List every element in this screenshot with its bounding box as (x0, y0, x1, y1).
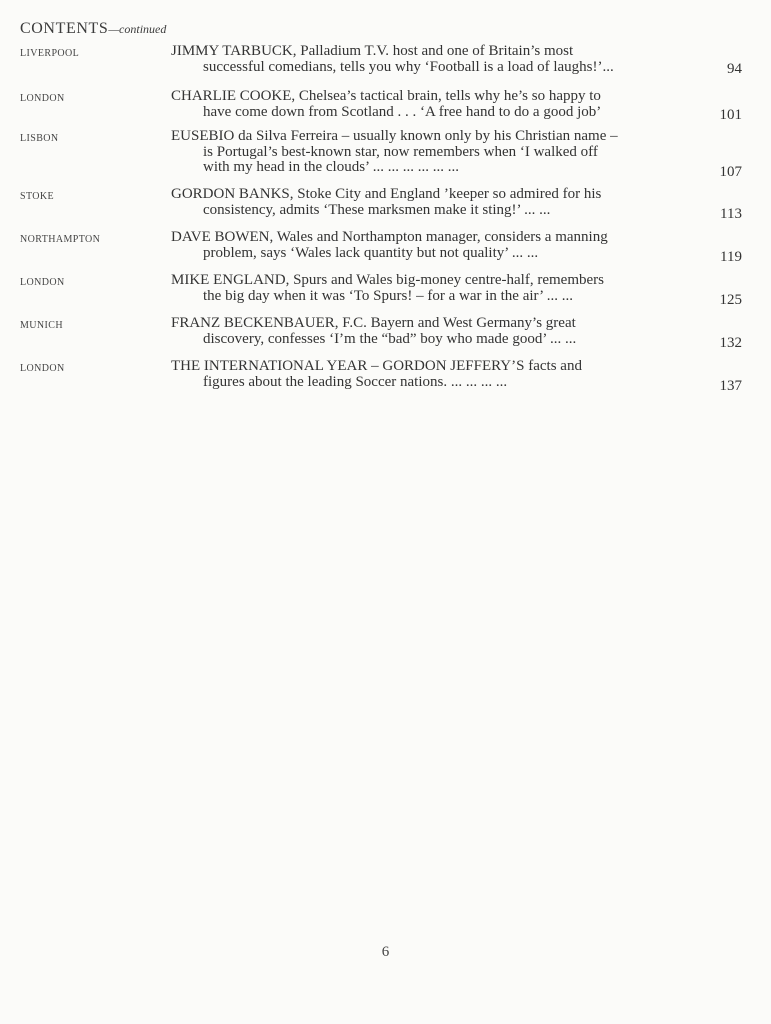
entry-line: consistency, admits ‘These marksmen make it sting!’ ... ... (203, 201, 551, 218)
entry-city: STOKE (20, 191, 55, 202)
entry-city: NORTHAMPTON (20, 234, 101, 245)
contents-header (20, 20, 166, 38)
entry-line: problem, says ‘Wales lack quantity but not quality’ ... ... (203, 244, 539, 261)
entry-line: GORDON BANKS, Stoke City and England ’keeper so admired for his (171, 186, 602, 202)
entry-line: discovery, confesses ‘I’m the “bad” boy who made good’ ... ... (203, 330, 577, 347)
entry-city: LIVERPOOL (20, 48, 80, 59)
entry-city: MUNICH (20, 320, 63, 331)
entry-city: LONDON (20, 363, 65, 374)
entry-line: THE INTERNATIONAL YEAR – GORDON JEFFERY’S facts and (171, 358, 582, 374)
entry-line: figures about the leading Soccer nations. ... ... ... ... (203, 373, 508, 390)
entry-city: LONDON (20, 93, 65, 104)
entry-line: the big day when it was ‘To Spurs! – for a war in the air’ ... ... (203, 287, 573, 304)
contents-entry (0, 187, 771, 230)
entry-line: successful comedians, tells you why ‘Football is a load of laughs!’... (203, 58, 614, 75)
entry-line: MIKE ENGLAND, Spurs and Wales big-money centre-half, remembers (171, 272, 604, 288)
entry-description (171, 316, 679, 347)
entry-line: with my head in the clouds’ ... ... ... ... ... ... (203, 159, 459, 175)
entry-page-number: 94 (727, 60, 742, 77)
entry-line: JIMMY TARBUCK, Palladium T.V. host and one of Britain’s most (171, 43, 574, 59)
entry-line: is Portugal’s best-known star, now remembers when ‘I walked off (203, 143, 598, 160)
contents-entry (0, 273, 771, 316)
page-folio: 6 (381, 944, 390, 960)
entry-description (171, 230, 679, 261)
contents-entry (0, 129, 771, 187)
entry-page-number: 132 (719, 334, 742, 351)
entry-page-number: 119 (720, 248, 742, 265)
entry-page-number: 137 (719, 377, 742, 394)
contents-list (0, 44, 771, 402)
contents-title: CONTENTS (20, 20, 109, 37)
entry-city: LISBON (20, 133, 59, 144)
entry-description (171, 44, 679, 75)
entry-description (171, 129, 679, 176)
entry-page-number: 125 (719, 291, 742, 308)
entry-description (171, 273, 679, 304)
contents-entry (0, 230, 771, 273)
entry-page-number: 107 (719, 163, 742, 180)
entry-line: have come down from Scotland . . . ‘A free hand to do a good job’ (203, 103, 602, 120)
entry-page-number: 101 (719, 106, 742, 123)
contents-entry (0, 316, 771, 359)
entry-description (171, 89, 679, 120)
entry-page-number: 113 (720, 205, 742, 222)
entry-line: DAVE BOWEN, Wales and Northampton manager, considers a manning (171, 229, 608, 245)
contents-entry (0, 89, 771, 129)
entry-description (171, 359, 679, 390)
entry-line: CHARLIE COOKE, Chelsea’s tactical brain, tells why he’s so happy to (171, 88, 601, 104)
contents-entry (0, 44, 771, 89)
continued-label: —continued (108, 22, 167, 36)
entry-line: FRANZ BECKENBAUER, F.C. Bayern and West Germany’s great (171, 315, 576, 331)
entry-city: LONDON (20, 277, 65, 288)
contents-entry (0, 359, 771, 402)
entry-line: EUSEBIO da Silva Ferreira – usually known only by his Christian name – (171, 128, 618, 144)
entry-description (171, 187, 679, 218)
